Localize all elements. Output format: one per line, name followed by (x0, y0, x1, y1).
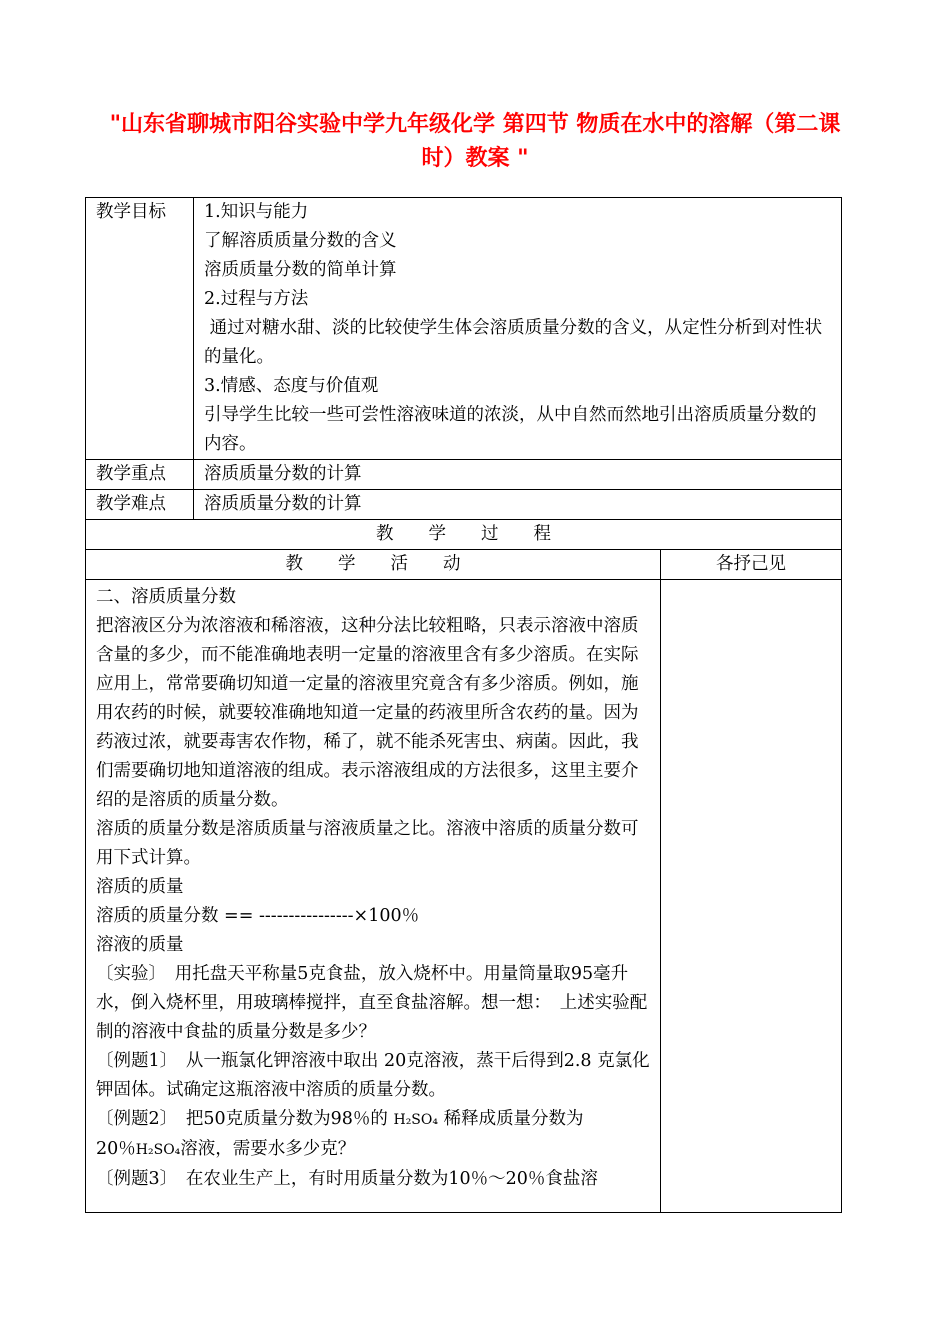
paragraph: 把溶液区分为浓溶液和稀溶液，这种分法比较粗略，只表示溶液中溶质含量的多少，而不能准确地表明一定量的溶液里含有多少溶质。在实际应用上，常常要确切知道一定量的溶液里究竟含有多少溶质。例如，施用农药的时候，就要较准确地知道一定量的药液里所含农药的量。因为药液过浓，就要毒害农作物，稀了，就不能杀死害虫、病菌。因此，我们需要确切地知道溶液的组成。表示溶液组成的方法很多，这里主要介绍的是溶质的质量分数。 (96, 616, 639, 810)
example-2-part: 溶液，需要水多少克？ (180, 1139, 356, 1159)
example-1: 〔例题1〕 从一瓶氯化钾溶液中取出 20克溶液，蒸干后得到2.8 克氯化钾固体。试确定这瓶溶液中溶质的质量分数。 (96, 1051, 650, 1100)
key-point-label: 教学重点 (86, 460, 194, 490)
goal-line: 了解溶质质量分数的含义 (204, 231, 397, 251)
goal-line: 1.知识与能力 (204, 202, 309, 222)
formula-numerator: 溶质的质量 (96, 877, 184, 897)
chem-formula: H₂SO₄ (135, 1142, 181, 1158)
example-3: 〔例题3〕 在农业生产上，有时用质量分数为10％～20％食盐溶 (96, 1169, 598, 1189)
example-2-part: 〔例题2〕 把50克质量分数为98％的 (96, 1109, 394, 1129)
goal-line: 溶质质量分数的简单计算 (204, 260, 397, 280)
lesson-plan-table (85, 197, 842, 1213)
document-title: "山东省聊城市阳谷实验中学九年级化学 第四节 物质在水中的溶解（第二课时）教案 " (109, 112, 841, 171)
formula-line: 溶质的质量分数 == ----------------×100％ (96, 906, 420, 926)
experiment-text: 〔实验〕 用托盘天平称量5克食盐，放入烧杯中。用量筒量取95毫升水，倒入烧杯里，用玻璃棒搅拌，直至食盐溶解。想一想： 上述实验配制的溶液中食盐的质量分数是多少？ (96, 964, 648, 1042)
difficulty-text: 溶质质量分数的计算 (194, 490, 842, 520)
notes-header: 各抒己见 (661, 550, 842, 580)
goals-row (86, 198, 842, 460)
activity-header: 教 学 活 动 (86, 550, 661, 580)
goal-line: 3.情感、态度与价值观 (204, 376, 379, 396)
goal-line: 通过对糖水甜、淡的比较使学生体会溶质质量分数的含义，从定性分析到对性状的量化。 (204, 318, 823, 367)
section-title: 二、溶质质量分数 (96, 587, 236, 607)
activity-header-row (86, 550, 842, 580)
chem-formula: H₂SO₄ (393, 1112, 438, 1128)
paragraph: 溶质的质量分数是溶质质量与溶液质量之比。溶液中溶质的质量分数可用下式计算。 (96, 819, 639, 868)
activity-content (86, 580, 661, 1213)
goals-content (194, 198, 842, 460)
difficulty-row (86, 490, 842, 520)
example-2 (96, 1105, 650, 1165)
goals-label: 教学目标 (86, 198, 194, 460)
process-header-row (86, 520, 842, 550)
example-2-part: 稀释成质量分数为20％ (96, 1109, 584, 1159)
key-point-row (86, 460, 842, 490)
activity-body-row (86, 580, 842, 1213)
notes-column (661, 580, 842, 1213)
key-point-text: 溶质质量分数的计算 (194, 460, 842, 490)
goal-line: 2.过程与方法 (204, 289, 309, 309)
difficulty-label: 教学难点 (86, 490, 194, 520)
formula-denominator: 溶液的质量 (96, 935, 184, 955)
goal-line: 引导学生比较一些可尝性溶液味道的浓淡，从中自然而然地引出溶质质量分数的内容。 (204, 405, 817, 454)
process-header: 教 学 过 程 (86, 520, 842, 550)
